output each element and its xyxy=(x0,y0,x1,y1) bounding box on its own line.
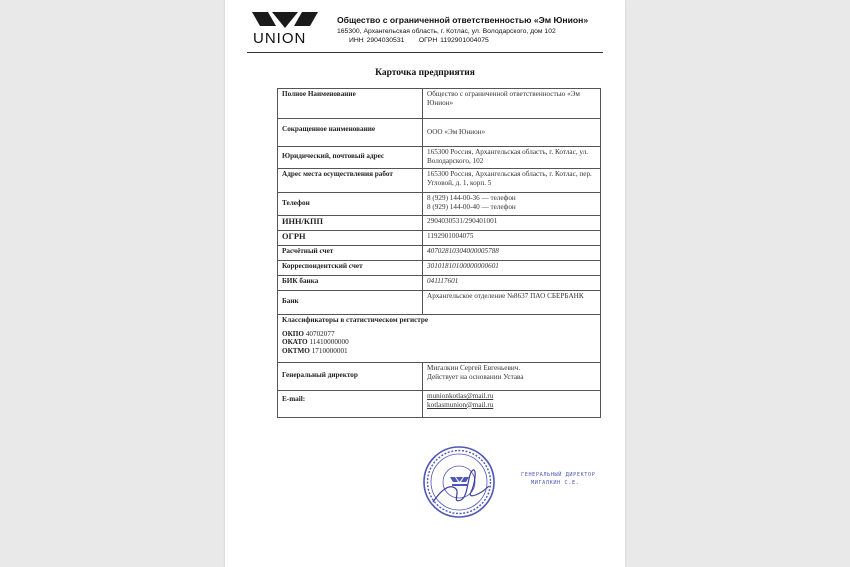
table-row xyxy=(278,363,601,391)
table-row xyxy=(278,216,601,231)
director-name: Мигалкин Сергей Евгеньевич. xyxy=(427,364,521,372)
table-row xyxy=(278,231,601,246)
director-stamp-name: МИГАЛКИН С.Е. xyxy=(531,479,580,486)
corr-account-value: 30101810100000000601 xyxy=(423,261,601,276)
company-seal-icon xyxy=(421,444,497,520)
work-address-label: Адрес места осуществления работ xyxy=(278,169,423,193)
legal-address-value: 165300 Россия, Архангельская область, г. Котлас, ул. Володарского, 102 xyxy=(423,147,601,169)
corr-account-label: Корреспондентский счет xyxy=(278,261,423,276)
document-title: Карточка предприятия xyxy=(375,68,475,78)
oktmo-label: ОКТМО xyxy=(282,346,310,355)
table-row xyxy=(278,315,601,363)
table-row xyxy=(278,276,601,291)
email-value xyxy=(423,391,601,418)
bik-value: 041117601 xyxy=(423,276,601,291)
classifiers-label: Классификаторы в статистическом регистре xyxy=(282,316,429,324)
director-stamp-title: ГЕНЕРАЛЬНЫЙ ДИРЕКТОР xyxy=(521,472,596,478)
company-ogrn: ОГРН 1192901004075 xyxy=(418,37,489,44)
phone-number-2: 8 (929) 144-00-40 — телефон xyxy=(427,202,516,211)
table-row xyxy=(278,246,601,261)
short-name-label: Сокращенное наименование xyxy=(278,119,423,147)
inn-kpp-label: ИНН/КПП xyxy=(278,216,423,231)
legal-address-label: Юридический, почтовый адрес xyxy=(278,147,423,169)
table-row xyxy=(278,89,601,119)
table-row xyxy=(278,391,601,418)
oktmo-value: 1710000001 xyxy=(311,346,348,355)
director-stamp xyxy=(521,472,595,488)
bank-label: Банк xyxy=(278,291,423,315)
company-inn: ИНН 2904030531 xyxy=(349,37,405,44)
short-name-value: ООО «Эм Юнион» xyxy=(423,119,601,147)
table-row xyxy=(278,169,601,193)
table-row xyxy=(278,147,601,169)
account-label: Расчётный счет xyxy=(278,246,423,261)
okpo-label: ОКПО xyxy=(282,329,304,338)
table-row xyxy=(278,193,601,216)
ogrn-label: ОГРН xyxy=(278,231,423,246)
account-value: 40702810304000005788 xyxy=(423,246,601,261)
company-address: 165300, Архангельская область, г. Котлас, ул. Володарского, дом 102 xyxy=(337,28,556,35)
company-header xyxy=(337,15,588,44)
work-address-value: 165300 Россия, Архангельская область, г. Котлас, пер. Угловой, д. 1, корп. 5 xyxy=(423,169,601,193)
okpo-value: 40702077 xyxy=(305,329,335,338)
bik-label: БИК банка xyxy=(278,276,423,291)
header-divider xyxy=(247,52,603,53)
full-name-label: Полное Наименование xyxy=(278,89,423,119)
company-registration xyxy=(349,37,588,44)
okato-value: 11410000000 xyxy=(309,338,349,347)
director-label: Генеральный директор xyxy=(278,363,423,391)
phone-number-1: 8 (929) 144-00-36 — телефон xyxy=(427,194,516,202)
inn-kpp-value: 2904030531/290401001 xyxy=(423,216,601,231)
table-row xyxy=(278,119,601,147)
ogrn-value: 1192901004075 xyxy=(423,231,601,246)
email-label: E-mail: xyxy=(278,391,423,418)
email-link-2[interactable]: kotlasmunion@mail.ru xyxy=(427,400,494,409)
company-card-table xyxy=(277,88,601,418)
table-row xyxy=(278,291,601,315)
bank-value: Архангельское отделение №8637 ПАО СБЕРБАНК xyxy=(423,291,601,315)
okato-label: ОКАТО xyxy=(282,338,308,347)
director-basis: Действует на основании Устава xyxy=(427,372,524,381)
phone-value xyxy=(423,193,601,216)
okpo-line xyxy=(282,330,596,339)
table-row xyxy=(278,261,601,276)
document-page xyxy=(225,0,625,567)
full-name-value: Общество с ограниченной ответственностью «Эм Юнион» xyxy=(423,89,601,119)
okato-line xyxy=(282,338,596,347)
logo-text: UNION xyxy=(253,30,307,47)
classifiers-cell xyxy=(278,315,601,363)
phone-label: Телефон xyxy=(278,193,423,216)
oktmo-line xyxy=(282,347,596,356)
company-name: Общество с ограниченной ответственностью «Эм Юнион» xyxy=(337,15,589,25)
director-value xyxy=(423,363,601,391)
email-link-1[interactable]: munionkotlas@mail.ru xyxy=(427,392,494,400)
